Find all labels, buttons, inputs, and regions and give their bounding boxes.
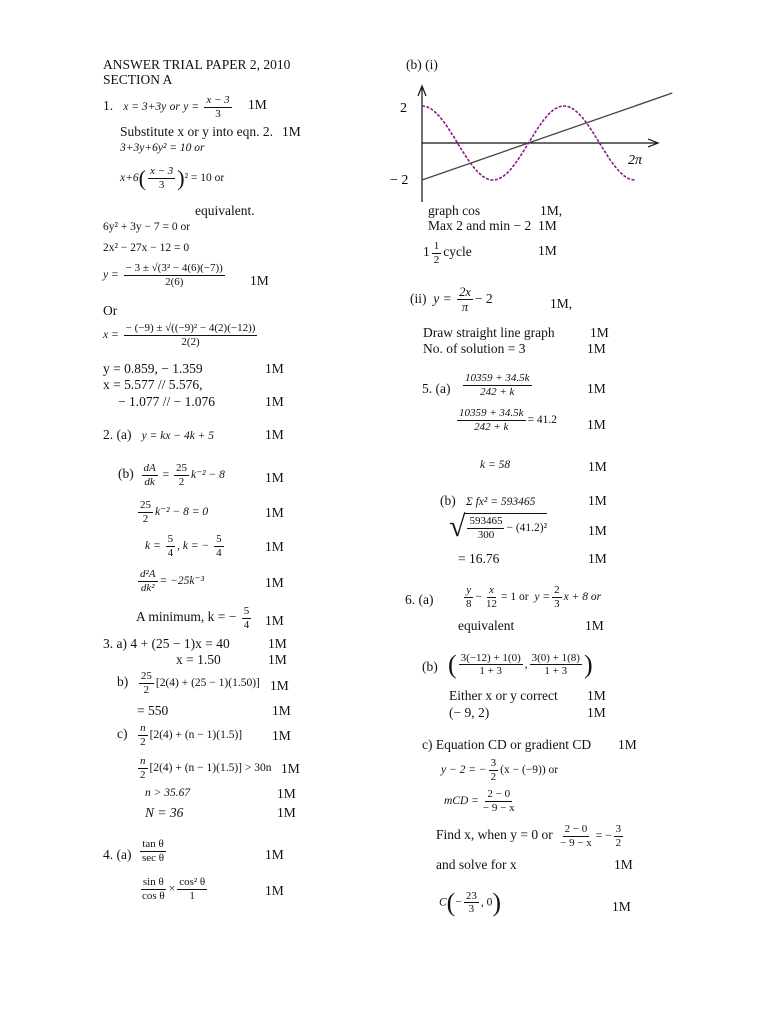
q2a: 2. (a) y = kx − 4k + 5 <box>103 427 215 442</box>
q5b-sqrt: √ $\frac{593465}{300}$ − (41.2)² <box>449 510 548 543</box>
mark: 1M <box>587 705 606 720</box>
q3b: b) $\frac{25}{2}$ [2(4) + (25 − 1)(1.50)] <box>117 670 260 696</box>
mark: 1M <box>587 381 606 396</box>
mark: 1M <box>265 847 284 862</box>
q2b: (b) $\frac{dA}{dk}$ = $\frac{25}{2}$ k⁻² − 8 <box>118 462 225 488</box>
q1-equivalent: equivalent. <box>195 203 255 218</box>
x-end-label: 2π <box>628 153 643 168</box>
mark: 1M <box>618 737 637 752</box>
mark: 1M <box>265 361 284 376</box>
q5b: (b) Σ fx² = 593465 <box>440 493 536 508</box>
mark: 1M <box>588 459 607 474</box>
graph-cos-text: graph cos <box>428 203 481 218</box>
q6c-eq: y − 2 = − $\frac{3}{2}$ (x − (−9)) or <box>441 757 559 783</box>
q2d2: $\frac{\text{d²A}}{\text{dk²}}$ = −25k⁻³ <box>140 568 205 594</box>
q6a-equiv: equivalent <box>458 618 515 633</box>
mark: 1M <box>265 394 284 409</box>
q6c-label: c) Equation CD or gradient CD <box>422 737 592 752</box>
mark: 1M <box>277 805 296 820</box>
mark: 1M <box>587 341 606 356</box>
q6c-find: Find x, when y = 0 or $\frac{2 - 0}{- 9 - x}$ = − $\frac{3}{2}$ <box>436 823 622 849</box>
mark: 1M <box>265 470 284 485</box>
q1-ysol: y = $\frac{\text{− 3 ± √(3² − 4(6)(−7))}}{2(6)}$ <box>103 262 223 288</box>
draw-line-text: Draw straight line graph <box>423 325 555 340</box>
y-min-label: − 2 <box>390 173 409 188</box>
num-solutions-text: No. of solution = 3 <box>423 341 526 356</box>
q1-xsol: x = $\frac{\text{− (−9) ± √((−9)² − 4(2)(−12))}}{2(2)}$ <box>103 322 256 348</box>
mark: 1M <box>614 857 633 872</box>
mark: 1M <box>272 703 291 718</box>
q5-label: 5. (a) <box>422 381 451 396</box>
q4-f1: $\frac{\text{tan θ}}{\text{sec θ}}$ <box>142 838 165 864</box>
mark: 1M <box>250 273 269 288</box>
q4-label: 4. (a) <box>103 847 132 862</box>
q1-yvals: y = 0.859, − 1.359 <box>103 361 203 376</box>
q3c2: $\frac{n}{2}$ [2(4) + (n − 1)(1.5)] > 30n <box>140 755 272 781</box>
q1-quad2: 2x² − 27x − 12 = 0 <box>103 242 190 254</box>
q1-or: Or <box>103 303 118 318</box>
q5-k: k = 58 <box>480 459 511 471</box>
mark: 1M <box>265 539 284 554</box>
q3-n: N = 36 <box>145 805 184 820</box>
q3c: c) $\frac{n}{2}$ [2(4) + (n − 1)(1.5)] <box>117 722 243 748</box>
mark: 1M <box>272 728 291 743</box>
q5-f1: $\frac{10359 + 34.5k}{242 + k}$ <box>465 372 530 398</box>
q6b-label: (b) <box>422 659 438 674</box>
mark: 1M <box>265 883 284 898</box>
mark: 1M <box>265 613 284 628</box>
q1-xvals1: x = 5.577 // 5.576, <box>103 377 203 392</box>
mark: 1M <box>248 97 267 112</box>
mark: 1M <box>538 218 557 233</box>
q3a1: 3. a) 4 + (25 − 1)x = 40 <box>103 636 230 651</box>
q6b-coords: ( $\frac{3(-12) + 1(0)}{1 + 3}$ , $\frac{3(0) + 1(8)}{1 + 3}$ ) <box>448 650 593 679</box>
mark: 1M <box>585 618 604 633</box>
mark: 1M <box>282 124 301 139</box>
mark: 1M <box>268 636 287 651</box>
mark: 1M <box>587 688 606 703</box>
q1-xvals2: − 1.077 // − 1.076 <box>118 394 215 409</box>
mark: 1M <box>588 493 607 508</box>
mark: 1M <box>281 761 300 776</box>
q5b-result: = 16.76 <box>458 551 500 566</box>
q2k: k = $\frac{5}{4}$ , k = − $\frac{5}{4}$ <box>145 533 222 559</box>
q6a-label: 6. (a) <box>405 592 434 607</box>
q4b-ii: (ii) y = $\frac{2x}{\pi}$ − 2 <box>410 285 493 315</box>
cycle-text: 1 $\frac{1}{2}$ cycle <box>423 240 472 266</box>
q3b-result: = 550 <box>137 703 169 718</box>
q3-ineq: n > 35.67 <box>145 787 191 799</box>
mark: 1M <box>265 575 284 590</box>
mark: 1M <box>612 899 631 914</box>
q6c-solve: and solve for x <box>436 857 517 872</box>
q1-line3: x+6( $\frac{x - 3}{3}$ )² = 10 or <box>120 165 225 191</box>
mark: 1M <box>590 325 609 340</box>
section-title: SECTION A <box>103 72 173 87</box>
q5-f2: $\frac{10359 + 34.5k}{242 + k}$ = 41.2 <box>459 407 558 433</box>
mark: 1M <box>588 551 607 566</box>
mark: 1M <box>265 427 284 442</box>
mark: 1M <box>277 786 296 801</box>
q2c: $\frac{25}{2}$ k⁻² − 8 = 0 <box>140 499 209 525</box>
cosine-graph <box>390 80 690 210</box>
max-min-text: Max 2 and min − 2 <box>428 218 532 233</box>
mark: 1M <box>588 523 607 538</box>
mark: 1M <box>587 417 606 432</box>
q6c-point: C(− $\frac{23}{3}$ , 0) <box>439 888 502 917</box>
q6a-eq: $\frac{y}{8}$ − $\frac{x}{12}$ = 1 or y = $\frac{2}{3}$ x + 8 or <box>466 584 602 610</box>
q1-line2: 3+3y+6y² = 10 or <box>120 142 205 154</box>
q6c-m: mCD = $\frac{2 - 0}{- 9 - x}$ <box>444 788 515 814</box>
mark: 1M <box>265 505 284 520</box>
q6b-point: (− 9, 2) <box>449 705 490 720</box>
mark: 1M, <box>540 203 563 218</box>
q4b-i-label: (b) (i) <box>406 57 438 72</box>
q6b-either: Either x or y correct <box>449 688 558 703</box>
y-max-label: 2 <box>400 101 407 116</box>
q3a2: x = 1.50 <box>176 652 221 667</box>
q4-f2: $\frac{\text{sin θ}}{\text{cos θ}}$ × $\frac{\text{cos² θ}}{1}$ <box>142 876 206 902</box>
mark: 1M <box>538 243 557 258</box>
q1-quad1: 6y² + 3y − 7 = 0 or <box>103 221 191 233</box>
mark: 1M <box>268 652 287 667</box>
q1-line1: 1. x = 3+3y or y = $\frac{x - 3}{3}$ <box>103 94 230 120</box>
q2-min: A minimum, k = − $\frac{5}{4}$ <box>136 605 250 631</box>
mark: 1M, <box>550 296 573 311</box>
q1-substitute: Substitute x or y into eqn. 2. <box>120 124 273 139</box>
page-title: ANSWER TRIAL PAPER 2, 2010 <box>103 57 291 72</box>
mark: 1M <box>270 678 289 693</box>
